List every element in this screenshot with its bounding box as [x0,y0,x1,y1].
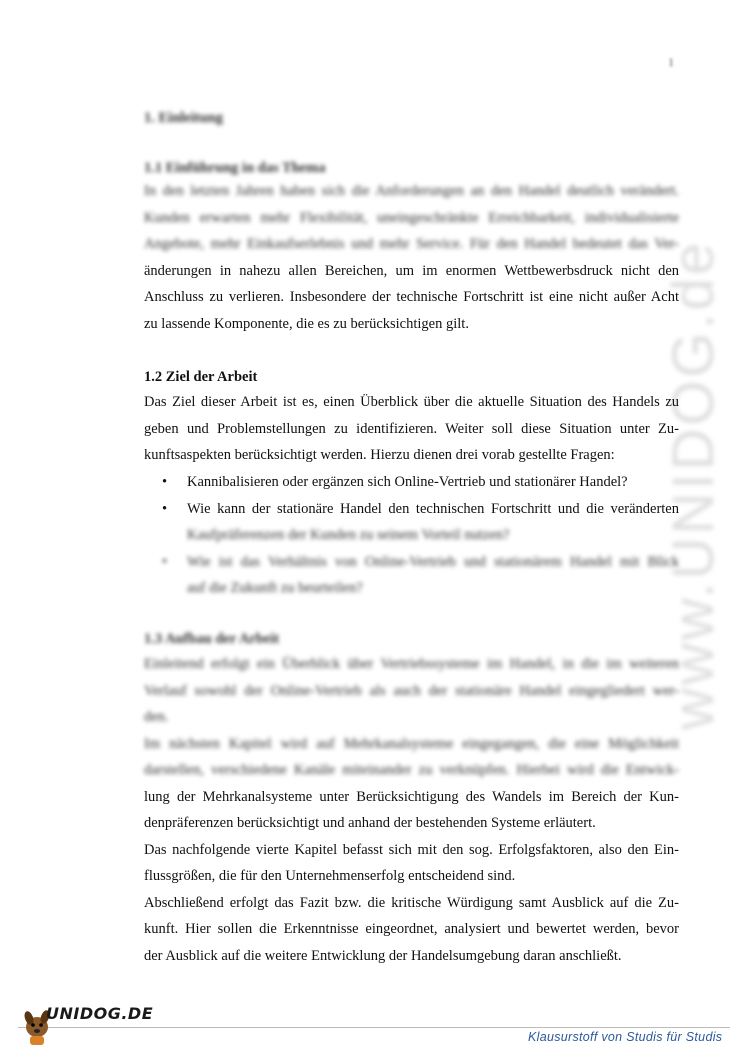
text-line: der Ausblick auf die weitere Entwicklung der Handelsumgebung daran anschließt. [144,947,622,964]
section-1-3-body [144,651,679,969]
text-line: Wie ist das Verhältnis von Online-Vertrieb und stationärem Handel mit Blick [187,553,679,570]
text-line: Kunden erwarten mehr Flexibilität, uneingeschränkte Erreichbarkeit, individualisierte [144,209,679,226]
bullet-icon: • [162,553,168,570]
text-line: Anschluss zu verlieren. Insbesondere der technische Fortschritt ist eine nicht außer Acht [144,289,679,305]
section-1-1-body [144,178,679,337]
text-line: Wie kann der stationäre Handel den technischen Fortschritt und die veränderten [187,500,679,517]
question-list [144,469,679,602]
text-line: Abschließend erfolgt das Fazit bzw. die kritische Würdigung samt Ausblick auf die Zu- [144,894,679,911]
text-line: darstellen, verschiedene Kanäle miteinander zu verknüpfen. Hierbei wird die Entwick- [144,762,679,778]
text-line: den. [144,709,169,725]
text-line: Das Ziel dieser Arbeit ist es, einen Überblick über die aktuelle Situation des Handels zu [144,394,679,410]
section-1-2-body [144,389,679,469]
text-line: Angebote, mehr Einkaufserlebnis und mehr Service. Für den Handel bedeutet das Ver- [144,236,679,252]
section-title-1-2: 1.2 Ziel der Arbeit [144,369,258,385]
text-line: flussgrößen, die für den Unternehmenserfolg entscheidend sind. [144,868,516,884]
watermark: www.UNIDOG.de [661,239,726,730]
text-line: Das nachfolgende vierte Kapitel befasst sich mit den sog. Erfolgsfaktoren, also den Ein- [144,841,679,858]
text-line: Kaufpräferenzen der Kunden zu seinem Vorteil nutzen? [187,527,510,543]
section-title-1-3: 1.3 Aufbau der Arbeit [144,631,280,647]
text-line: Einleitend erfolgt ein Überblick über Vertriebssysteme im Handel, in die im weiteren [144,656,679,672]
text-line: auf die Zukunft zu beurteilen? [187,580,363,596]
text-line: Im nächsten Kapitel wird auf Mehrkanalsysteme eingegangen, die eine Möglichkeit [144,735,679,752]
footer-tagline: Klausurstoff von Studis für Studis [528,1030,723,1044]
text-line: Kannibalisieren oder ergänzen sich Online-Vertrieb und stationärer Handel? [187,474,628,490]
logo-text: UNIDOG.DE [46,1004,154,1023]
text-line: kunftsaspekten berücksichtigt werden. Hierzu dienen drei vorab gestellte Fragen: [144,447,615,463]
page-number: 1 [668,55,674,69]
bullet-icon: • [162,500,168,517]
text-line: geben und Problemstellungen zu identifizieren. Weiter soll diese Situation unter Zu- [144,420,679,437]
chapter-heading: 1. Einleitung [144,110,223,126]
text-line: In den letzten Jahren haben sich die Anforderungen an den Handel deutlich verändert. [144,183,679,199]
text-line: änderungen in nahezu allen Bereichen, um im enormen Wettbewerbsdruck nicht den [144,262,679,279]
text-line: zu lassende Komponente, die es zu berücksichtigen gilt. [144,315,469,332]
text-line: Verlauf sowohl der Online-Vertrieb als auch der stationäre Handel eingegliedert wer- [144,682,679,699]
list-item [144,469,679,496]
bullet-icon: • [162,474,168,490]
text-line: lung der Mehrkanalsysteme unter Berücksichtigung des Wandels im Bereich der Kun- [144,788,679,805]
text-line: kunft. Hier sollen die Erkenntnisse eingeordnet, analysiert und bewertet werden, bevor [144,921,679,937]
section-title-1-1: 1.1 Einführung in das Thema [144,160,326,176]
list-item [144,549,679,602]
list-item [144,496,679,549]
text-line: denpräferenzen berücksichtigt und anhand der bestehenden Systeme erläutert. [144,815,596,831]
